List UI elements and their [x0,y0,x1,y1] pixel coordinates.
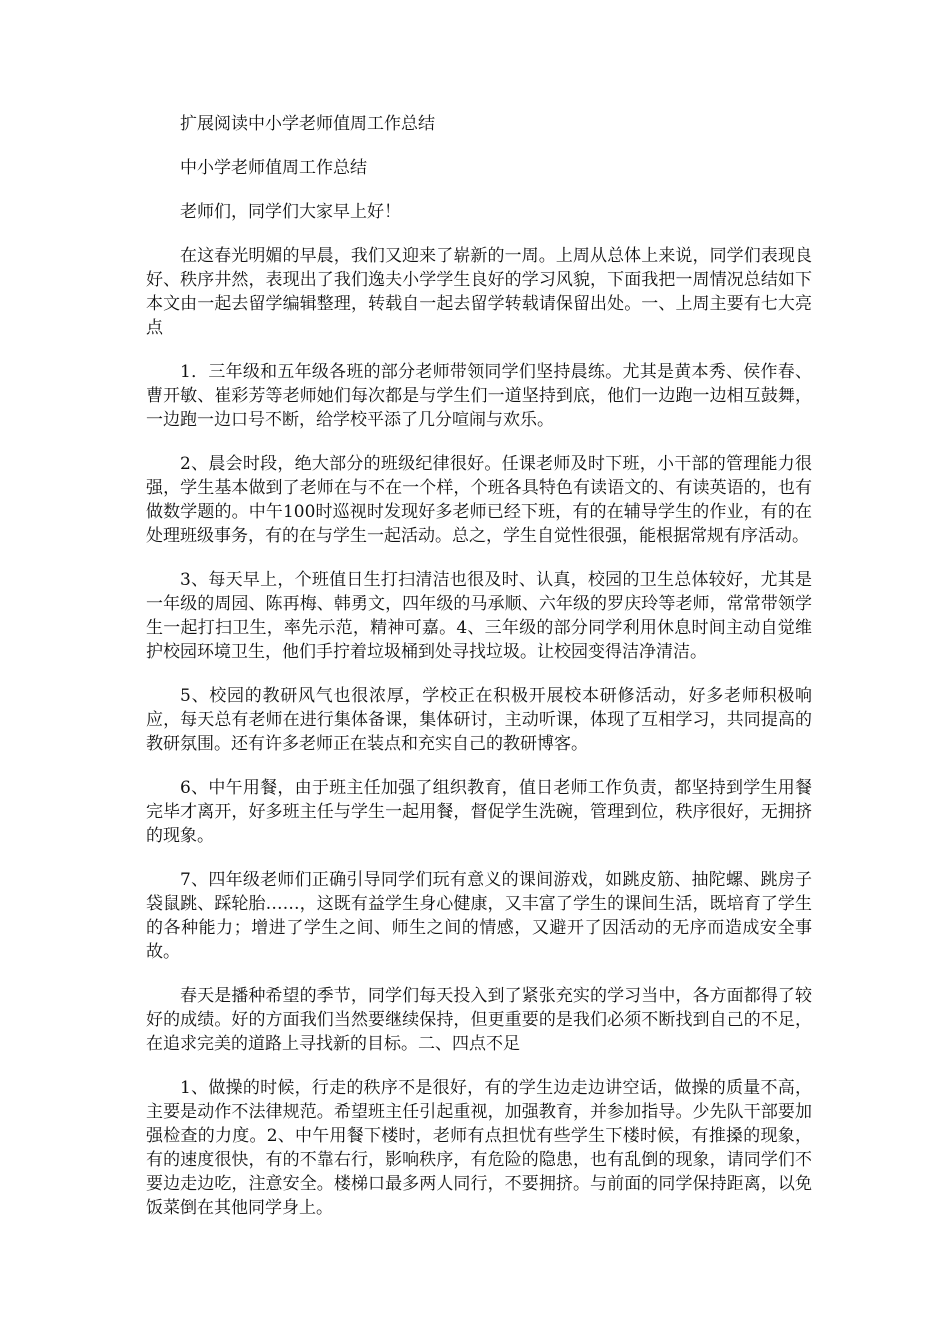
paragraph-highlight-1: 1．三年级和五年级各班的部分老师带领同学们坚持晨练。尤其是黄本秀、侯作春、曹开敏、崔彩芳等老师她们每次都是与学生们一道坚持到底，他们一边跑一边相互鼓舞，一边跑一边口号不断，给学校平添了几分喧闹与欢乐。 [146,362,812,430]
document-title: 中小学老师值周工作总结 [180,158,367,178]
paragraph-highlight-6: 6、中午用餐，由于班主任加强了组织教育，值日老师工作负责，都坚持到学生用餐完毕才离开，好多班主任与学生一起用餐，督促学生洗碗，管理到位，秩序很好，无拥挤的现象。 [146,778,812,846]
extended-reading-heading: 扩展阅读中小学老师值周工作总结 [180,114,435,134]
paragraph-summary: 春天是播种希望的季节，同学们每天投入到了紧张充实的学习当中，各方面都得了较好的成绩。好的方面我们当然要继续保持，但更重要的是我们必须不断找到自己的不足，在追求完美的道路上寻找新的目标。二、四点不足 [146,986,812,1054]
greeting-line: 老师们，同学们大家早上好！ [180,202,401,222]
document-page [146,112,812,1240]
paragraph-highlight-2: 2、晨会时段，绝大部分的班级纪律很好。任课老师及时下班，小干部的管理能力很强，学生基本做到了老师在与不在一个样，个班各具特色有读语文的、有读英语的，也有做数学题的。中午100时巡视时发现好多老师已经下班，有的在辅导学生的作业，有的在处理班级事务，有的在与学生一起活动。总之，学生自觉性很强，能根据常规有序活动。 [146,454,812,546]
paragraph-highlight-7: 7、四年级老师们正确引导同学们玩有意义的课间游戏，如跳皮筋、抽陀螺、跳房子袋鼠跳、踩轮胎……，这既有益学生身心健康，又丰富了学生的课间生活，既培育了学生的各种能力；增进了学生之间、师生之间的情感，又避开了因活动的无序而造成安全事故。 [146,870,812,962]
paragraph-highlight-3-4: 3、每天早上，个班值日生打扫清洁也很及时、认真，校园的卫生总体较好，尤其是一年级的周园、陈再梅、韩勇文，四年级的马承顺、六年级的罗庆玲等老师，常常带领学生一起打扫卫生，率先示范，精神可嘉。4、三年级的部分同学利用休息时间主动自觉维护校园环境卫生，他们手拧着垃圾桶到处寻找垃圾。让校园变得洁净清洁。 [146,570,812,662]
paragraph-highlight-5: 5、校园的教研风气也很浓厚，学校正在积极开展校本研修活动，好多老师积极响应，每天总有老师在进行集体备课，集体研讨，主动听课，体现了互相学习，共同提高的教研氛围。还有许多老师正在装点和充实自己的教研博客。 [146,686,812,754]
paragraph-intro: 在这春光明媚的早晨，我们又迎来了崭新的一周。上周从总体上来说，同学们表现良好、秩序井然，表现出了我们逸夫小学学生良好的学习风貌，下面我把一周情况总结如下本文由一起去留学编辑整理，转载自一起去留学转载请保留出处。一、上周主要有七大亮点 [146,246,812,338]
paragraph-shortcomings: 1、做操的时候，行走的秩序不是很好，有的学生边走边讲空话，做操的质量不高，主要是动作不法律规范。希望班主任引起重视，加强教育，并参加指导。少先队干部要加强检查的力度。2、中午用餐下楼时，老师有点担忧有些学生下楼时候，有推搡的现象，有的速度很快，有的不靠右行，影响秩序，有危险的隐患，也有乱倒的现象，请同学们不要边走边吃，注意安全。楼梯口最多两人同行，不要拥挤。与前面的同学保持距离，以免饭菜倒在其他同学身上。 [146,1078,812,1218]
